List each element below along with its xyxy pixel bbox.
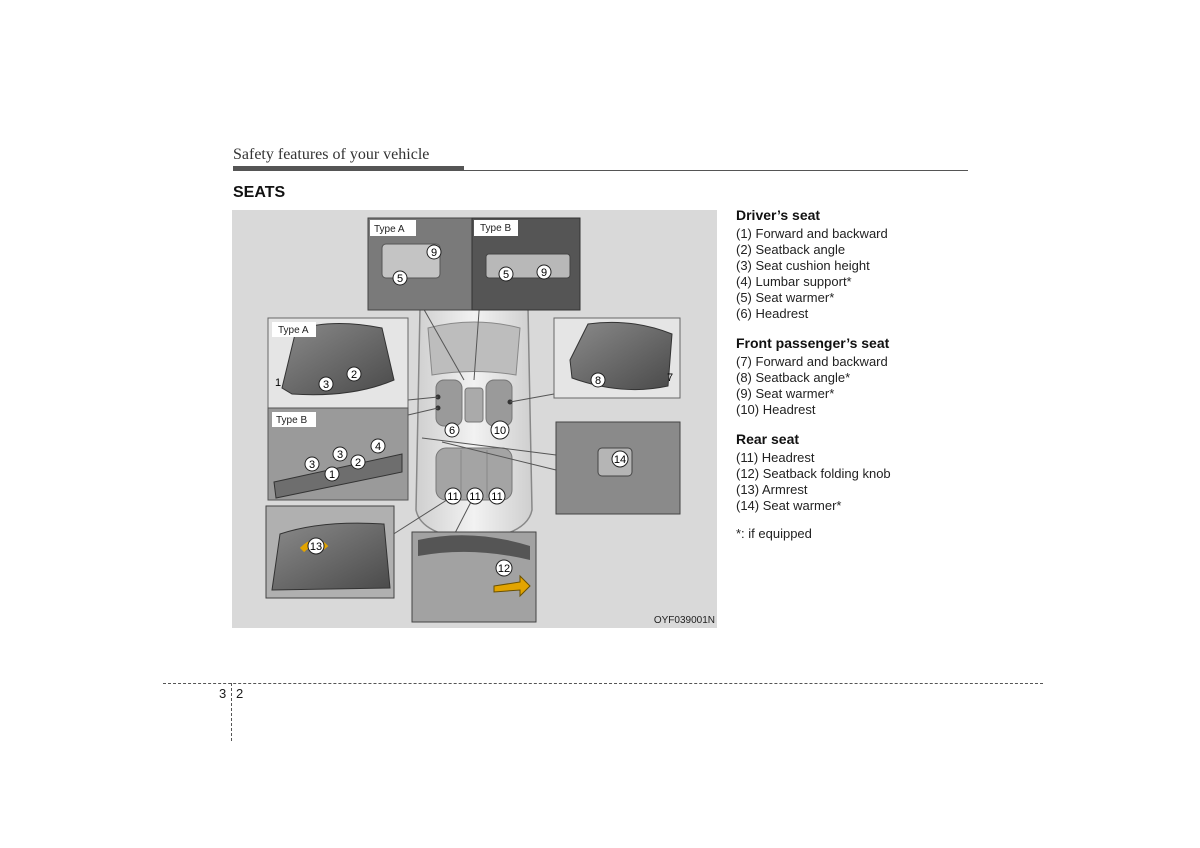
footer-divider (231, 683, 232, 741)
svg-text:8: 8 (594, 375, 602, 387)
page-number: 2 (236, 686, 244, 701)
legend-item: (5) Seat warmer* (736, 290, 835, 305)
svg-text:2: 2 (350, 369, 358, 381)
running-header: Safety features of your vehicle (233, 146, 430, 163)
legend-heading-passenger: Front passenger’s seat (736, 335, 890, 351)
section-title: SEATS (233, 184, 286, 201)
svg-text:3: 3 (336, 449, 344, 461)
seat-illustration (232, 210, 717, 628)
svg-text:10: 10 (493, 425, 507, 437)
seat-overview-figure (232, 210, 717, 628)
legend-item: (10) Headrest (736, 402, 816, 417)
legend-item: (12) Seatback folding knob (736, 466, 891, 481)
svg-text:14: 14 (613, 454, 627, 466)
legend-item: (11) Headrest (736, 450, 815, 465)
legend-item: (4) Lumbar support* (736, 274, 852, 289)
svg-text:3: 3 (322, 379, 330, 391)
legend-item: (3) Seat cushion height (736, 258, 870, 273)
svg-text:13: 13 (309, 541, 323, 553)
legend-item: (2) Seatback angle (736, 242, 846, 257)
legend-item: (6) Headrest (736, 306, 809, 321)
svg-text:12: 12 (497, 563, 511, 575)
legend-heading-driver: Driver’s seat (736, 207, 821, 223)
legend-item: (7) Forward and backward (736, 354, 888, 369)
legend-item: (8) Seatback angle* (736, 370, 851, 385)
type-b-left-label: Type B (276, 415, 308, 426)
svg-text:1: 1 (274, 377, 282, 389)
svg-text:7: 7 (666, 372, 674, 384)
legend-item: (1) Forward and backward (736, 226, 888, 241)
svg-text:4: 4 (374, 441, 382, 453)
footer-rule (163, 683, 1043, 684)
svg-text:9: 9 (540, 267, 548, 279)
type-b-top-label: Type B (480, 223, 512, 234)
page-chapter: 3 (219, 686, 227, 701)
svg-text:11: 11 (491, 491, 503, 503)
figure-code: OYF039001N (653, 615, 715, 626)
svg-text:1: 1 (328, 469, 336, 481)
header-rule-thick (233, 166, 464, 171)
header-rule-thin (464, 170, 968, 171)
type-a-top-label: Type A (374, 224, 405, 235)
svg-text:11: 11 (447, 491, 459, 503)
legend-item: (14) Seat warmer* (736, 498, 842, 513)
bottom-left-panel-armrest (266, 506, 394, 598)
legend-heading-rear: Rear seat (736, 431, 800, 447)
bottom-middle-panel-knob (412, 532, 536, 622)
right-panel-passenger-seat (554, 318, 680, 398)
svg-text:11: 11 (469, 491, 481, 503)
svg-text:6: 6 (448, 425, 456, 437)
type-a-left-label: Type A (278, 325, 309, 336)
right-panel-rear-switch (556, 422, 680, 514)
legend-item: (13) Armrest (736, 482, 808, 497)
legend-item: (9) Seat warmer* (736, 386, 835, 401)
svg-text:2: 2 (354, 457, 362, 469)
svg-text:3: 3 (308, 459, 316, 471)
legend-note: *: if equipped (736, 526, 812, 541)
seat-legend (736, 206, 976, 542)
svg-text:5: 5 (502, 269, 510, 281)
svg-text:9: 9 (430, 247, 438, 259)
svg-text:5: 5 (396, 273, 404, 285)
